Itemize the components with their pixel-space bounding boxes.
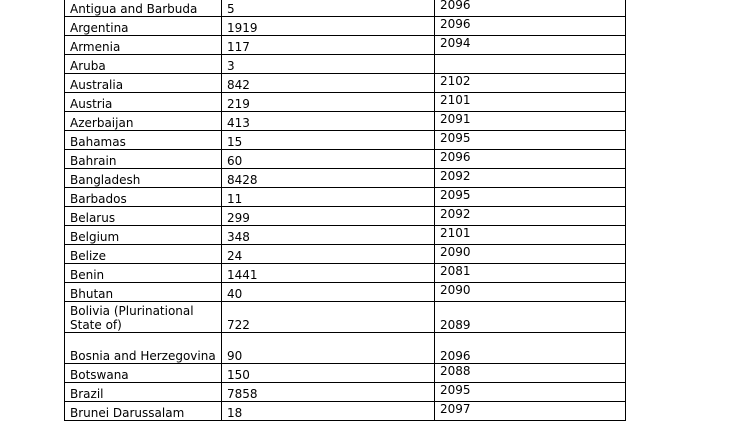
value-cell[interactable]: 150 [222,364,435,383]
value-cell[interactable]: 413 [222,112,435,131]
table-row [65,302,626,333]
table-row [65,226,626,245]
year-cell[interactable]: 2097 [435,402,626,421]
table-row [65,150,626,169]
value-cell[interactable]: 7858 [222,383,435,402]
country-cell[interactable]: Belarus [65,207,222,226]
table-row [65,169,626,188]
table-row [65,283,626,302]
value-cell[interactable]: 90 [222,333,435,364]
year-cell[interactable]: 2089 [435,302,626,333]
country-cell[interactable]: Barbados [65,188,222,207]
value-cell[interactable]: 1441 [222,264,435,283]
country-cell[interactable]: Antigua and Barbuda [65,0,222,17]
year-cell[interactable]: 2081 [435,264,626,283]
year-cell[interactable]: 2088 [435,364,626,383]
table-row [65,93,626,112]
year-cell[interactable]: 2102 [435,74,626,93]
table-row [65,207,626,226]
value-cell[interactable]: 219 [222,93,435,112]
country-cell[interactable]: Bahamas [65,131,222,150]
value-cell[interactable]: 5 [222,0,435,17]
country-cell[interactable]: Australia [65,74,222,93]
value-cell[interactable]: 8428 [222,169,435,188]
table-row [65,131,626,150]
year-cell[interactable]: 2101 [435,226,626,245]
year-cell[interactable]: 2091 [435,112,626,131]
year-cell[interactable]: 2092 [435,207,626,226]
spreadsheet-table-container [64,0,626,421]
value-cell[interactable]: 348 [222,226,435,245]
country-cell[interactable]: Belize [65,245,222,264]
table-row [65,0,626,17]
year-cell[interactable]: 2095 [435,188,626,207]
table-row [65,383,626,402]
table-row [65,74,626,93]
table-row [65,333,626,364]
value-cell[interactable]: 299 [222,207,435,226]
value-cell[interactable]: 60 [222,150,435,169]
country-cell[interactable]: Bosnia and Herzegovina [65,333,222,364]
year-cell[interactable]: 2096 [435,0,626,17]
year-cell[interactable]: 2090 [435,245,626,264]
table-row [65,188,626,207]
country-cell[interactable]: Brazil [65,383,222,402]
value-cell[interactable]: 117 [222,36,435,55]
table-row [65,112,626,131]
value-cell[interactable]: 842 [222,74,435,93]
country-data-table [64,0,626,421]
country-cell[interactable]: Botswana [65,364,222,383]
value-cell[interactable]: 18 [222,402,435,421]
country-cell[interactable]: Argentina [65,17,222,36]
country-cell[interactable]: Bhutan [65,283,222,302]
country-cell[interactable]: Brunei Darussalam [65,402,222,421]
year-cell[interactable] [435,55,626,74]
country-cell[interactable]: Benin [65,264,222,283]
year-cell[interactable]: 2095 [435,383,626,402]
table-row [65,245,626,264]
year-cell[interactable]: 2095 [435,131,626,150]
year-cell[interactable]: 2096 [435,150,626,169]
table-row [65,55,626,74]
country-cell[interactable]: Belgium [65,226,222,245]
table-row [65,36,626,55]
value-cell[interactable]: 15 [222,131,435,150]
country-cell[interactable]: Azerbaijan [65,112,222,131]
year-cell[interactable]: 2092 [435,169,626,188]
country-cell[interactable]: Bangladesh [65,169,222,188]
country-cell[interactable]: Aruba [65,55,222,74]
value-cell[interactable]: 24 [222,245,435,264]
country-cell[interactable]: Bahrain [65,150,222,169]
country-cell[interactable]: Austria [65,93,222,112]
value-cell[interactable]: 3 [222,55,435,74]
table-row [65,264,626,283]
year-cell[interactable]: 2094 [435,36,626,55]
table-row [65,17,626,36]
table-row [65,402,626,421]
country-cell[interactable]: Bolivia (Plurinational State of) [65,302,222,333]
year-cell[interactable]: 2096 [435,17,626,36]
table-row [65,364,626,383]
year-cell[interactable]: 2090 [435,283,626,302]
value-cell[interactable]: 1919 [222,17,435,36]
year-cell[interactable]: 2096 [435,333,626,364]
year-cell[interactable]: 2101 [435,93,626,112]
country-cell[interactable]: Armenia [65,36,222,55]
value-cell[interactable]: 722 [222,302,435,333]
value-cell[interactable]: 11 [222,188,435,207]
value-cell[interactable]: 40 [222,283,435,302]
